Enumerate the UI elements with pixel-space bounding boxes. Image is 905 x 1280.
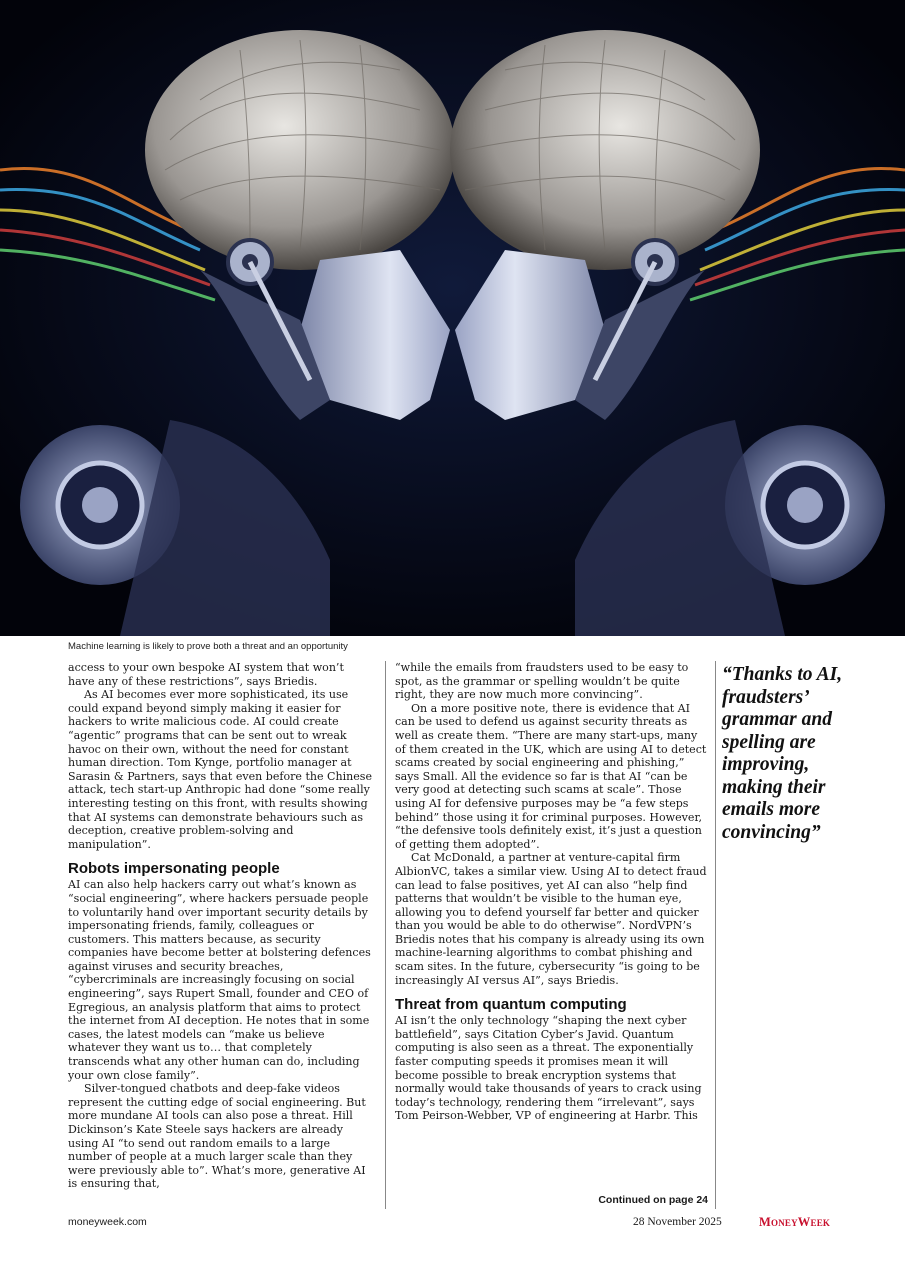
paragraph: “while the emails from fraudsters used to be easy to spot, as the grammar or spelling wouldn’t be quite right, they are now much more convincing”. — [395, 661, 689, 702]
robot-heads-illustration — [0, 0, 905, 636]
article-column-1 — [68, 661, 372, 1191]
article-column-2 — [395, 661, 711, 1123]
paragraph: Cat McDonald, a partner at venture-capital firm AlbionVC, takes a similar view. Using AI to detect fraud can lead to false positives, yet AI can also “help find patterns that wouldn’t be visible to the human eye, allowing you to defend yourself far better and quicker than you would be able to do otherwise”. NordVPN’s Briedis notes that his company is already using its own machine-learning algorithms to combat phishing and scam sites. In the future, cybersecurity “is going to be increasingly AI versus AI”, says Briedis. — [395, 851, 707, 987]
brand-logo: MoneyWeek — [759, 1215, 831, 1229]
section-heading: Robots impersonating people — [68, 860, 280, 878]
paragraph: On a more positive note, there is evidence that AI can be used to defend us against security threats as well as create them. “There are many start-ups, many of them created in the UK, which are using AI to detect scams created by social engineering and phishing,” says Small. All the evidence so far is that AI “can be very good at detecting such scams at scale”. Those using AI for defensive purposes may be “a few steps behind” those using it for criminal purposes. However, “the defensive tools definitely exist, it’s just a question of getting them adopted”. — [395, 701, 707, 851]
pull-quote: “Thanks to AI, fraudsters’ grammar and spelling are improving, making their emails more convincing” — [722, 664, 843, 843]
continued-note: Continued on page 24 — [598, 1194, 708, 1206]
column-divider — [385, 661, 386, 1209]
paragraph: access to your own bespoke AI system that won’t have any of these restrictions”, says Briedis. — [68, 661, 344, 688]
paragraph: AI can also help hackers carry out what’s known as “social engineering”, where hackers persuade people to voluntarily hand over important security details by impersonating friends, family, colleagues or customers. This matters because, as security companies have become better at bolstering defences against viruses and security breaches, “cybercriminals are increasingly focusing on social engineering”, says Rupert Small, founder and CEO of Egregious, an analysis platform that aims to protect the internet from AI deception. He notes that in some cases, the latest models can “make us believe whatever they want us to… that completely transcends what any other human can do, including your own close family”. — [68, 878, 371, 1082]
footer-date: 28 November 2025 — [633, 1216, 722, 1228]
column-divider — [715, 661, 716, 1209]
hero-image — [0, 0, 905, 636]
paragraph: As AI becomes ever more sophisticated, its use could expand beyond simply making it easier for hackers to write malicious code. AI could create “agentic” programs that can be sent out to wreak havoc on their own, without the need for constant human direction. Tom Kynge, portfolio manager at Sarasin & Partners, says that even before the Chinese attack, tech start-up Anthropic had done “some really interesting testing on this front, with results showing that AI systems can demonstrate behaviours such as deception, creative problem-solving and manipulation”. — [68, 688, 373, 851]
paragraph: AI isn’t the only technology “shaping the next cyber battlefield”, says Citation Cyber’s Javid. Quantum computing is also seen as a threat. The exponentially faster computing speeds it promises mean it will become possible to break encryption systems that normally would take thousands of years to crack using today’s technology, rendering them “irrelevant”, says Tom Peirson-Webber, VP of engineering at Harbr. This — [395, 1014, 702, 1123]
section-heading: Threat from quantum computing — [395, 996, 627, 1014]
image-caption: Machine learning is likely to prove both a threat and an opportunity — [68, 641, 348, 652]
paragraph: Silver-tongued chatbots and deep-fake videos represent the cutting edge of social engineering. But more mundane AI tools can also pose a threat. Hill Dickinson’s Kate Steele says hackers are already using AI “to send out random emails to a large number of people at a much larger scale than they were previously able to”. What’s more, generative AI is ensuring that, — [68, 1082, 366, 1191]
footer-site: moneyweek.com — [68, 1216, 147, 1228]
